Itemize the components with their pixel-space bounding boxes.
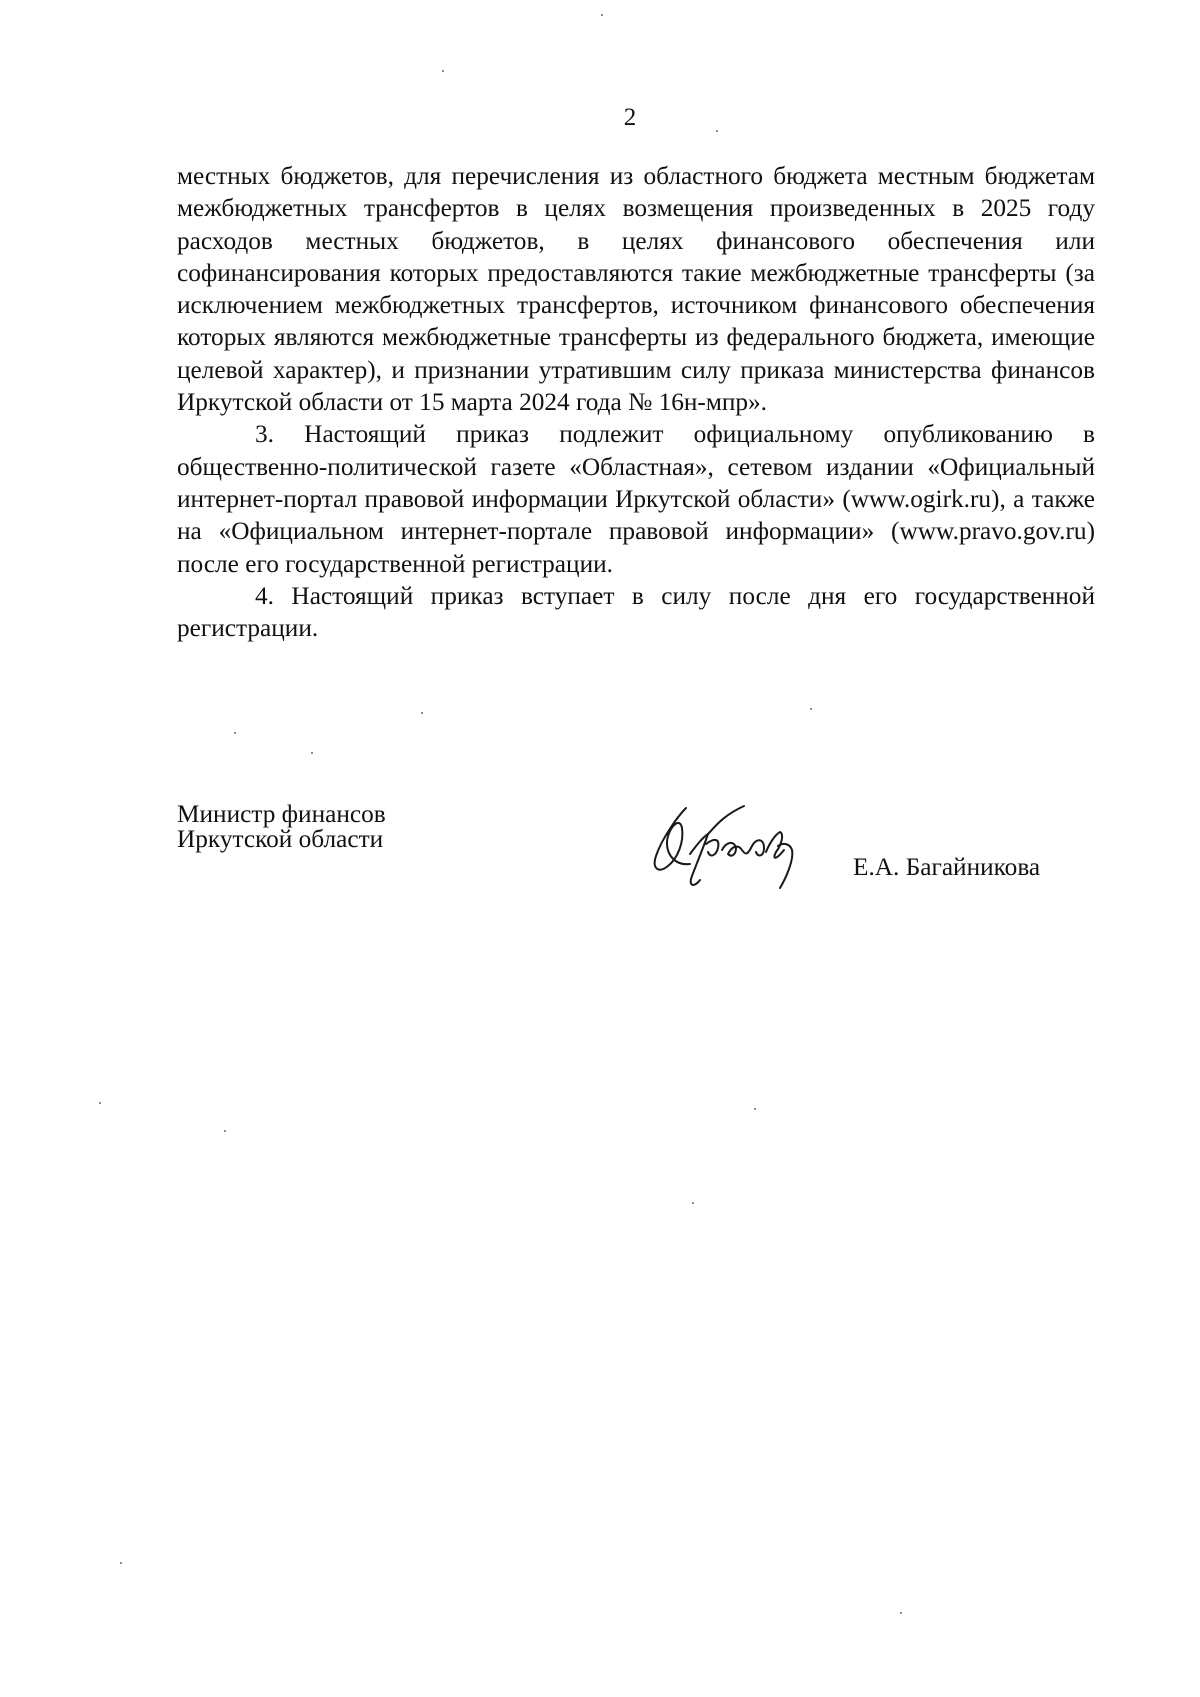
scan-speck <box>99 1102 101 1104</box>
scan-speck <box>442 70 444 72</box>
signatory-position-line-1: Министр финансов <box>177 800 386 828</box>
paragraph-4-effective-date: 4. Настоящий приказ вступает в силу после дня его государственной регистрации. <box>177 581 1095 643</box>
scan-speck <box>810 708 812 710</box>
page-number: 2 <box>623 104 637 131</box>
signatory-position-line-2: Иркутской области <box>177 825 384 853</box>
scan-speck <box>311 752 313 754</box>
scan-speck <box>224 1130 226 1132</box>
paragraph-3-publication: 3. Настоящий приказ подлежит официальному опубликованию в общественно-политической газете «Областная», сетевом издании «Официальный интернет-портал правовой информации Иркутской области» (www.ogirk.ru), а также на «Официальном интернет-портале правовой информации» (www.pravo.gov.ru) после его государственной регистрации. <box>177 420 1095 578</box>
handwritten-signature <box>648 794 808 892</box>
signatory-position <box>177 802 386 852</box>
scan-speck <box>716 130 718 132</box>
scan-speck <box>120 1562 122 1564</box>
scan-speck <box>421 712 423 714</box>
scan-speck <box>234 732 236 734</box>
document-body <box>177 160 1095 644</box>
scan-speck <box>754 1108 756 1110</box>
scan-speck <box>900 1612 902 1614</box>
scan-speck <box>692 1202 694 1204</box>
paragraph-continuation: местных бюджетов, для перечисления из областного бюджета местным бюджетам межбюджетных трансфертов в целях возмещения произведенных в 2025 году расходов местных бюджетов, в целях финансового обеспечения или софинансирования которых предоставляются такие межбюджетные трансферты (за исключением межбюджетных трансфертов, источником финансового обеспечения которых являются межбюджетные трансферты из федерального бюджета, имеющие целевой характер), и признании утратившим силу приказа министерства финансов Иркутской области от 15 марта 2024 года № 16н-мпр». <box>177 162 1095 417</box>
scan-speck <box>601 14 603 16</box>
signer-name: Е.А. Багайникова <box>853 853 1041 881</box>
